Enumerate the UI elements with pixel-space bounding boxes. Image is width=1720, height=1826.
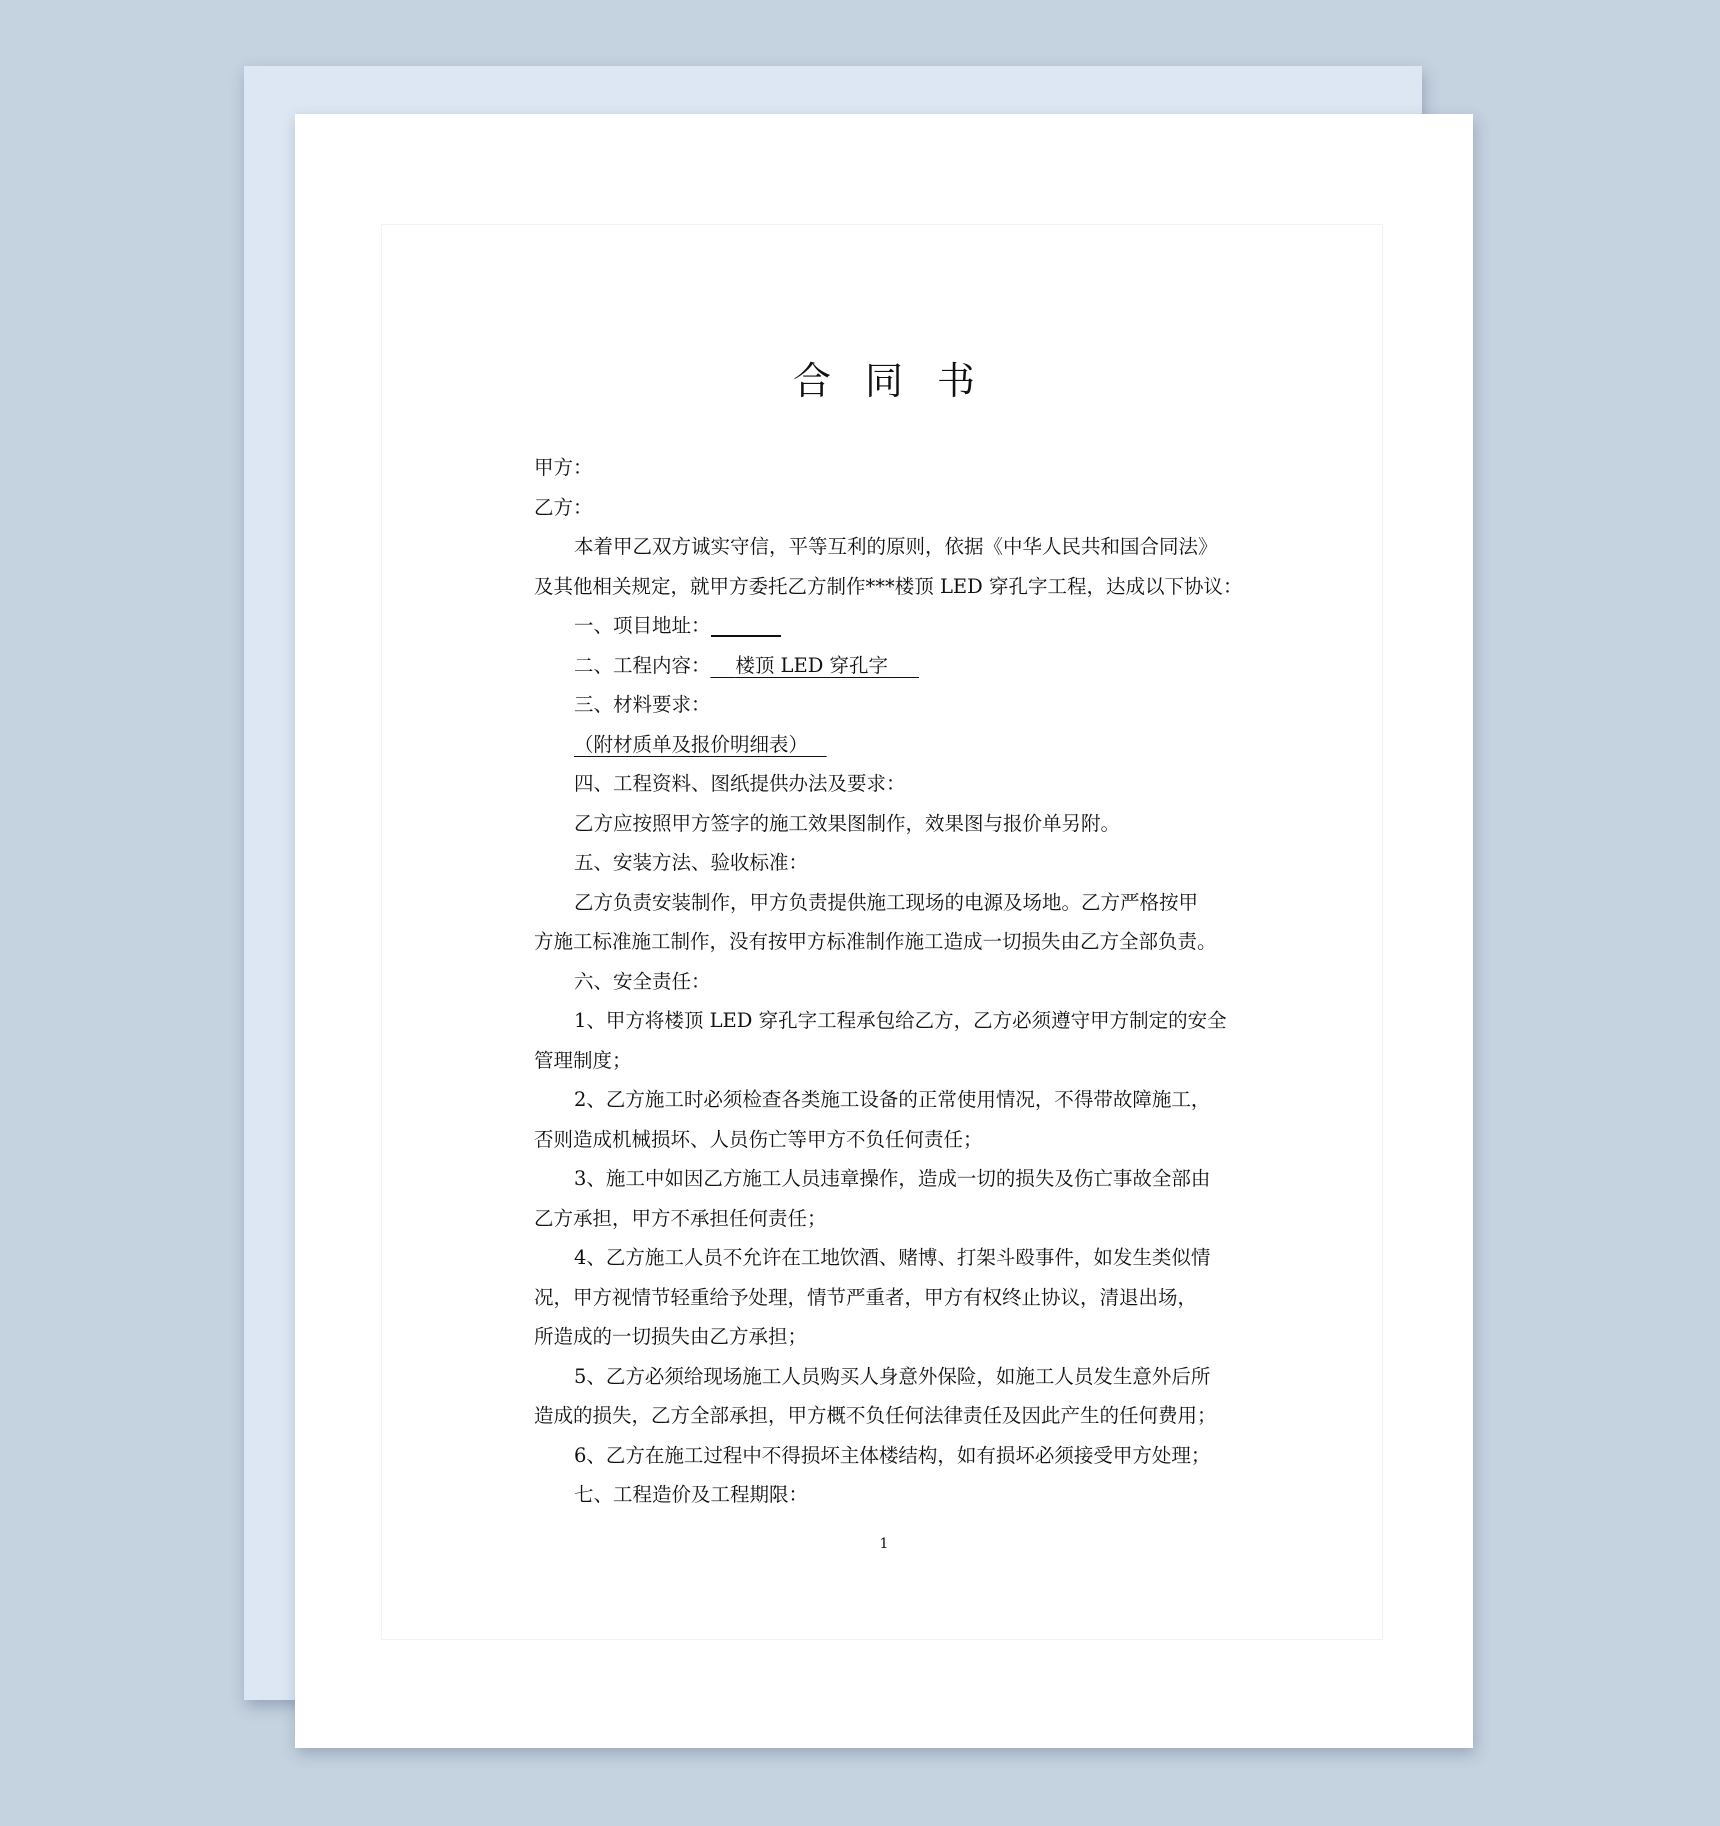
section-3-value-line bbox=[534, 725, 1254, 765]
section-6-item-3-line-2: 乙方承担，甲方不承担任何责任； bbox=[534, 1206, 827, 1230]
section-6-item-2-line-1: 2、乙方施工时必须检查各类施工设备的正常使用情况，不得带故障施工， bbox=[574, 1088, 1211, 1111]
section-1-label: 一、项目地址： bbox=[574, 614, 711, 637]
section-6-item-3-line-1: 3、施工中如因乙方施工人员违章操作，造成一切的损失及伤亡事故全部由 bbox=[574, 1167, 1211, 1190]
section-2-label: 二、工程内容： bbox=[574, 653, 711, 677]
section-6-item-4-line-1: 4、乙方施工人员不允许在工地饮酒、赌博、打架斗殴事件，如发生类似情 bbox=[574, 1246, 1211, 1269]
document-title: 合同书 bbox=[792, 359, 1009, 403]
section-2-value: 楼顶 LED 穿孔字 bbox=[735, 653, 889, 677]
section-2-value-field bbox=[711, 654, 920, 677]
project-address-blank bbox=[711, 633, 781, 637]
section-5-label: 五、安装方法、验收标准： bbox=[574, 851, 809, 874]
section-5-text-line-1: 乙方负责安装制作，甲方负责提供施工现场的电源及场地。乙方严格按甲 bbox=[574, 890, 1199, 914]
section-3-value-field bbox=[574, 733, 827, 756]
section-3-label: 三、材料要求： bbox=[574, 693, 711, 716]
section-6-item-5-line-2: 造成的损失，乙方全部承担，甲方概不负任何法律责任及因此产生的任何费用； bbox=[534, 1404, 1217, 1427]
section-4-text: 乙方应按照甲方签字的施工效果图制作，效果图与报价单另附。 bbox=[574, 811, 1121, 835]
section-6-item-5-line-1: 5、乙方必须给现场施工人员购买人身意外保险，如施工人员发生意外后所 bbox=[574, 1364, 1211, 1388]
section-6-item-6: 6、乙方在施工过程中不得损坏主体楼结构，如有损坏必须接受甲方处理； bbox=[574, 1443, 1211, 1467]
section-6-item-2-line-2: 否则造成机械损坏、人员伤亡等甲方不负任何责任； bbox=[534, 1127, 983, 1151]
section-6-item-4-line-3: 所造成的一切损失由乙方承担； bbox=[534, 1325, 808, 1348]
document-body bbox=[534, 448, 1254, 1515]
intro-line-1: 本着甲乙双方诚实守信，平等互利的原则，依据《中华人民共和国合同法》 bbox=[574, 535, 1218, 558]
section-6-item-4-line-2: 况，甲方视情节轻重给予处理，情节严重者，甲方有权终止协议，清退出场， bbox=[534, 1285, 1198, 1309]
section-6-label: 六、安全责任： bbox=[574, 969, 711, 993]
intro-line-2: 及其他相关规定，就甲方委托乙方制作***楼顶 LED 穿孔字工程，达成以下协议： bbox=[534, 574, 1243, 598]
section-5-text-line-2: 方施工标准施工制作，没有按甲方标准制作施工造成一切损失由乙方全部负责。 bbox=[534, 930, 1217, 953]
section-6-item-1-line-1: 1、甲方将楼顶 LED 穿孔字工程承包给乙方，乙方必须遵守甲方制定的安全 bbox=[574, 1009, 1227, 1032]
page-number: 1 bbox=[879, 1536, 889, 1552]
section-3-value: （附材质单及报价明细表） bbox=[574, 732, 809, 756]
section-1-line bbox=[534, 606, 1254, 646]
section-6-item-1-line-2: 管理制度； bbox=[534, 1048, 632, 1072]
party-b-line: 乙方： bbox=[534, 495, 593, 519]
party-a-line: 甲方： bbox=[534, 456, 593, 479]
section-4-label: 四、工程资料、图纸提供办法及要求： bbox=[574, 772, 906, 795]
document-page bbox=[295, 114, 1473, 1748]
section-2-line bbox=[534, 646, 1254, 686]
section-7-label: 七、工程造价及工程期限： bbox=[574, 1483, 809, 1506]
